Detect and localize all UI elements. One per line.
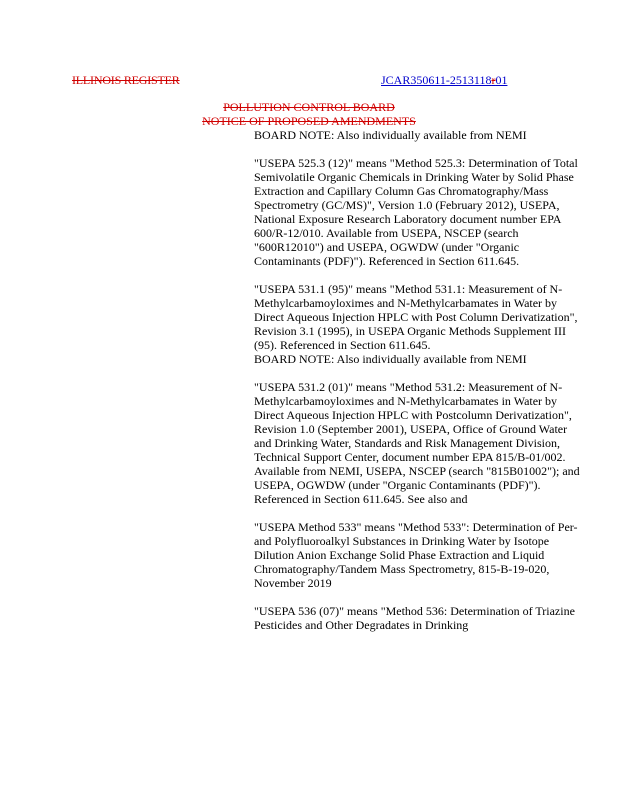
register-id-tail: 01 [495, 73, 508, 87]
board-note-2: BOARD NOTE: Also individually available from NEMI [254, 352, 527, 366]
register-header-left: ILLINOIS REGISTER [72, 73, 180, 87]
notice-title: NOTICE OF PROPOSED AMENDMENTS [202, 114, 416, 128]
agency-title: POLLUTION CONTROL BOARD [223, 100, 395, 114]
definition-531-1: "USEPA 531.1 (95)" means "Method 531.1: Measurement of N-Methylcarbamoyloximes and N-Methylcarbamates in Water by Direct Aqueous Injection HPLC with Post Column Derivatization", Revision 3.1 (1995), in USEPA Organic Methods Supplement III (95). Referenced in Section 611.645. [254, 282, 578, 352]
board-note-1: BOARD NOTE: Also individually available from NEMI [254, 128, 527, 142]
register-id: JCAR350611-2513118 [381, 73, 492, 87]
definition-531-2: "USEPA 531.2 (01)" means "Method 531.2: Measurement of N-Methylcarbamoyloximes and N-Methylcarbamates in Water by Direct Aqueous Injection HPLC with Postcolumn Derivatization", Revision 1.0 (September 2001), USEPA, Office of Ground Water and Drinking Water, Standards and Risk Management Division, Technical Support Center, document number EPA 815/B-01/002. Available from NEMI, USEPA, NSCEP (search "815B01002"); and USEPA, OGWDW (under "Organic Contaminants (PDF)"). Referenced in Section 611.645. See also and [254, 380, 580, 506]
definition-536: "USEPA 536 (07)" means "Method 536: Determination of Triazine Pesticides and Other Degradates in Drinking [254, 604, 575, 632]
register-id-deleted: r [491, 73, 496, 87]
definition-525-3: "USEPA 525.3 (12)" means "Method 525.3: Determination of Total Semivolatile Organic Chemicals in Drinking Water by Solid Phase Extraction and Capillary Column Gas Chromatography/Mass Spectrometry (GC/MS)", Version 1.0 (February 2012), USEPA, National Exposure Research Laboratory document number EPA 600/R-12/010. Available from USEPA, NSCEP (search "600R12010") and USEPA, OGWDW (under "Organic Contaminants (PDF)"). Referenced in Section 611.645. [254, 156, 578, 268]
document-body [254, 128, 584, 632]
definition-533: "USEPA Method 533" means "Method 533": Determination of Per- and Polyfluoroalkyl Substances in Drinking Water by Isotope Dilution Anion Exchange Solid Phase Extraction and Liquid Chromatography/Tandem Mass Spectrometry, 815-B-19-020, November 2019 [254, 520, 578, 590]
register-header-right [381, 73, 507, 88]
